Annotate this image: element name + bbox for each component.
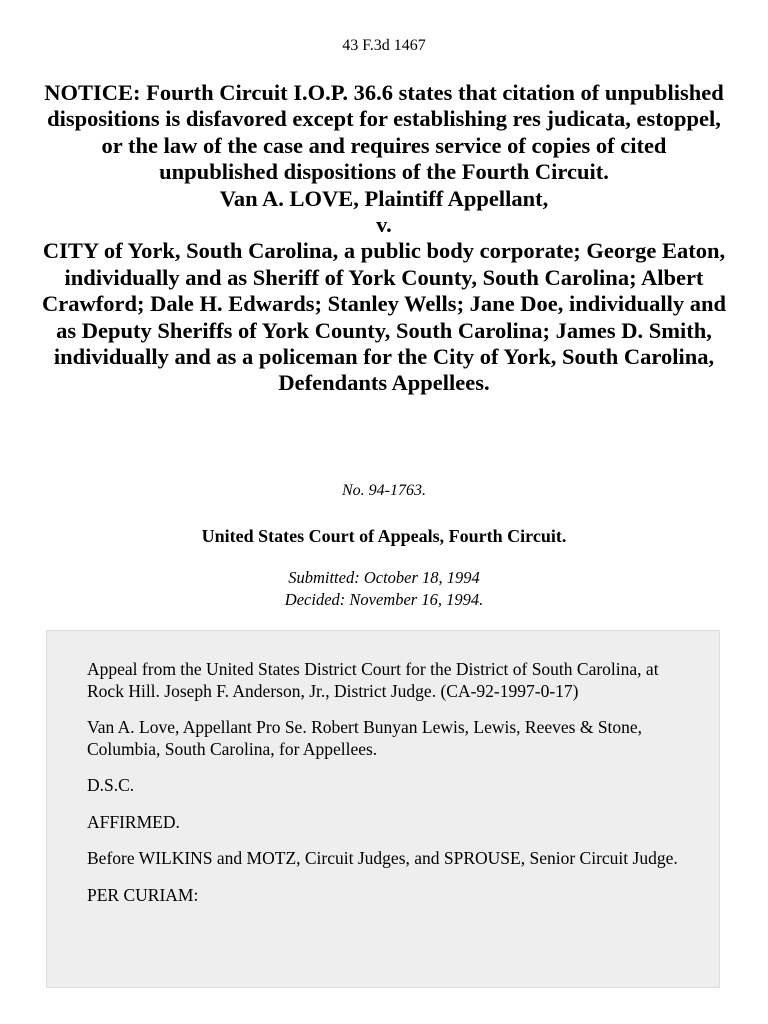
judges-panel-text: Before WILKINS and MOTZ, Circuit Judges, and SPROUSE, Senior Circuit Judge. [87, 848, 678, 868]
submitted-date: Submitted: October 18, 1994 [288, 568, 480, 587]
disposition-text: AFFIRMED. [87, 811, 180, 832]
versus-text: v. [376, 212, 392, 238]
case-citation: 43 F.3d 1467 [342, 37, 426, 54]
court-abbreviation: D.S.C. [87, 775, 135, 795]
defendants-list: CITY of York, South Carolina, a public body corporate; George Eaton, individually and as Sheriff of York County, South Carolina; Albert Crawford; Dale H. Edwards; Stanley Wells; Jane Doe, individually and as Deputy Sheriffs of York County, South Carolina; James D. Smith, individually and as a policeman for the City of York, South Carolina, Defendants Appellees. [41, 238, 727, 396]
counsel-paragraph: Van A. Love, Appellant Pro Se. Robert Bunyan Lewis, Lewis, Reeves & Stone, Columbia, South Carolina, for Appellees. [87, 717, 643, 759]
per-curiam-label: PER CURIAM: [87, 884, 199, 905]
docket-number: No. 94-1763. [342, 482, 426, 499]
plaintiff-name: Van A. LOVE, Plaintiff Appellant, [219, 185, 549, 211]
case-dates [0, 567, 768, 611]
court-name: United States Court of Appeals, Fourth Circuit. [201, 526, 567, 546]
notice-text: NOTICE: Fourth Circuit I.O.P. 36.6 states that citation of unpublished dispositions is disfavored except for establishing res judicata, estoppel, or the law of the case and requires service of copies of cited unpublished dispositions of the Fourth Circuit. [44, 80, 724, 185]
appeal-paragraph: Appeal from the United States District Court for the District of South Carolina, at Rock Hill. Joseph F. Anderson, Jr., District Judge. (CA-92-1997-0-17) [87, 659, 659, 701]
opinion-body-panel [46, 630, 720, 988]
decided-date: Decided: November 16, 1994. [284, 590, 484, 609]
case-heading [40, 80, 728, 397]
